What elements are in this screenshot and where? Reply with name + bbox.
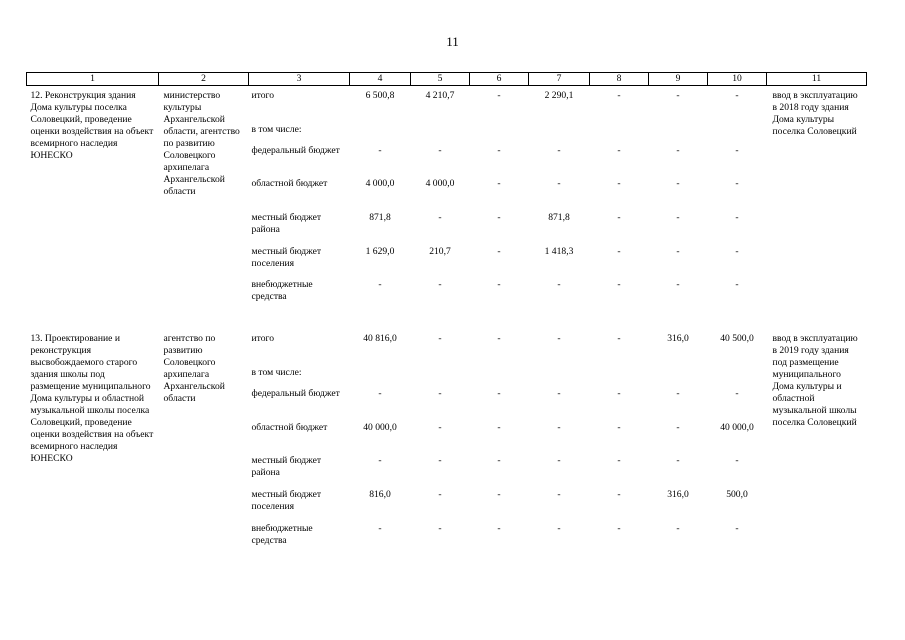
amount-value: - [557, 387, 561, 399]
amount-value: 871,8 [548, 212, 570, 224]
amount-block [649, 363, 708, 384]
amount-value: 316,0 [667, 333, 689, 345]
source-block [249, 141, 350, 175]
source-block [249, 384, 350, 418]
amount-value [529, 363, 590, 367]
amount-value [529, 120, 590, 124]
amount-column [590, 329, 649, 552]
amount-value: - [497, 144, 501, 156]
amount-block [708, 384, 767, 418]
amount-column [708, 329, 767, 552]
amount-block [529, 275, 590, 309]
header-cell: 7 [529, 73, 590, 86]
header-cell: 2 [159, 73, 249, 86]
amount-value: - [557, 279, 561, 291]
header-cell: 4 [350, 73, 411, 86]
amount-column [590, 86, 649, 310]
amount-value: 1 418,3 [544, 245, 574, 257]
amount-value: - [735, 90, 739, 101]
page-number: 11 [446, 34, 459, 49]
amount-value: - [676, 90, 680, 101]
amount-block [470, 451, 529, 485]
source-label: внебюджетные средства [251, 522, 313, 546]
amount-column [350, 86, 411, 310]
amount-block [649, 519, 708, 553]
amount-column [411, 86, 470, 310]
source-block [249, 451, 350, 485]
source-label: внебюджетные средства [251, 279, 313, 303]
amount-block [529, 242, 590, 276]
source-block [249, 519, 350, 553]
amount-value: - [438, 387, 442, 399]
source-block [249, 174, 350, 208]
table-row [27, 86, 867, 310]
amount-value: - [438, 279, 442, 291]
amount-value: 40 000,0 [720, 421, 754, 433]
header-cell: 11 [767, 73, 867, 86]
expected-result: ввод в эксплуатацию в 2019 году здания под размещение муниципального Дома культуры и областной музыкальной школы поселка Соловецкий [772, 333, 858, 429]
amount-value: - [735, 245, 739, 257]
amount-value: - [557, 144, 561, 156]
amount-value: - [617, 488, 621, 500]
amount-block [529, 384, 590, 418]
source-block [249, 329, 350, 363]
amount-block [649, 86, 708, 120]
amount-block [529, 208, 590, 242]
header-row [27, 73, 867, 86]
header-cell: 3 [249, 73, 350, 86]
amount-block [708, 174, 767, 208]
source-label: в том числе: [251, 123, 302, 135]
amount-value: - [735, 522, 739, 534]
amount-block [350, 242, 411, 276]
amount-value: - [676, 455, 680, 467]
amount-value: - [735, 455, 739, 467]
amount-value: - [676, 279, 680, 291]
executor: агентство по развитию Соловецкого архипелага Архангельской области [163, 333, 225, 405]
amount-block [470, 120, 529, 141]
amount-value: - [497, 279, 501, 291]
amount-value: 6 500,8 [365, 90, 395, 101]
amount-value [350, 363, 411, 367]
amount-block [411, 275, 470, 309]
amount-value [470, 363, 529, 367]
amount-value: - [735, 144, 739, 156]
amount-value: - [497, 522, 501, 534]
amount-block [350, 519, 411, 553]
amount-value [708, 120, 767, 124]
source-label: областной бюджет [251, 178, 328, 190]
amount-block [411, 329, 470, 363]
source-label: в том числе: [251, 366, 302, 378]
amount-value: - [557, 178, 561, 190]
expected-result: ввод в эксплуатацию в 2018 году здания Дома культуры поселка Соловецкий [772, 90, 858, 137]
amount-block [590, 86, 649, 120]
amount-block [411, 208, 470, 242]
amount-block [350, 384, 411, 418]
amount-value: - [438, 212, 442, 224]
amount-block [590, 485, 649, 519]
source-label: местный бюджет поселения [251, 488, 322, 512]
amount-value: - [497, 212, 501, 224]
amount-block [649, 485, 708, 519]
amount-value: 4 000,0 [365, 178, 395, 190]
amount-block [590, 242, 649, 276]
amount-value: - [378, 144, 382, 156]
amount-value: - [438, 421, 442, 433]
amount-value: - [378, 455, 382, 467]
amount-block [590, 451, 649, 485]
amount-value: 4 210,7 [425, 90, 455, 101]
amount-block [411, 519, 470, 553]
amount-value [590, 363, 649, 367]
amount-value: - [557, 333, 561, 345]
amount-value: - [497, 90, 501, 101]
amount-block [529, 485, 590, 519]
amount-block [708, 120, 767, 141]
source-label: местный бюджет района [251, 455, 322, 479]
amount-value: - [438, 455, 442, 467]
amount-value: - [617, 90, 621, 101]
source-label: федеральный бюджет [251, 144, 340, 156]
amount-column [470, 86, 529, 310]
amount-block [649, 208, 708, 242]
amount-value: 40 000,0 [363, 421, 397, 433]
amount-block [529, 120, 590, 141]
amount-block [708, 208, 767, 242]
amount-block [649, 384, 708, 418]
amount-block [708, 363, 767, 384]
amount-block [649, 141, 708, 175]
amount-value: 210,7 [429, 245, 451, 257]
amount-value: - [378, 387, 382, 399]
source-label: итого [251, 90, 274, 101]
amount-block [470, 329, 529, 363]
amount-value: - [617, 333, 621, 345]
executor: министерство культуры Архангельской области, агентство по развитию Соловецкого архипелага Архангельской области [163, 90, 240, 197]
amount-block [470, 485, 529, 519]
amount-block [411, 451, 470, 485]
amount-block [649, 451, 708, 485]
amount-value: - [438, 333, 442, 345]
amount-block [350, 485, 411, 519]
amount-block [590, 418, 649, 452]
table-row [27, 329, 867, 552]
amount-block [470, 384, 529, 418]
amount-block [529, 519, 590, 553]
amount-block [350, 451, 411, 485]
amount-block [350, 86, 411, 120]
amount-block [529, 141, 590, 175]
amount-block [708, 451, 767, 485]
amount-block [411, 384, 470, 418]
amount-block [350, 141, 411, 175]
amount-value [708, 363, 767, 367]
amount-value: - [735, 212, 739, 224]
amount-value: - [735, 387, 739, 399]
header-cell: 8 [590, 73, 649, 86]
amount-value: - [557, 455, 561, 467]
budget-table [26, 72, 867, 552]
source-block [249, 485, 350, 519]
amount-value: - [617, 421, 621, 433]
amount-value [350, 120, 411, 124]
amount-value: 4 000,0 [425, 178, 455, 190]
amount-value: - [497, 488, 501, 500]
amount-value: - [378, 279, 382, 291]
source-label: областной бюджет [251, 421, 328, 433]
amount-value: - [617, 144, 621, 156]
amount-value: - [438, 522, 442, 534]
amount-block [350, 363, 411, 384]
amount-block [411, 86, 470, 120]
amount-block [590, 363, 649, 384]
amount-value: - [497, 245, 501, 257]
amount-value: - [617, 522, 621, 534]
source-block [249, 120, 350, 141]
amount-value: - [438, 144, 442, 156]
amount-block [470, 363, 529, 384]
amount-value: - [676, 144, 680, 156]
amount-value: - [378, 522, 382, 534]
amount-block [350, 174, 411, 208]
funding-sources [249, 86, 350, 310]
source-label: итого [251, 333, 274, 345]
amount-column [708, 86, 767, 310]
header-cell: 5 [411, 73, 470, 86]
spacer-cell [27, 309, 867, 329]
amount-value: - [676, 387, 680, 399]
amount-block [708, 418, 767, 452]
amount-block [411, 141, 470, 175]
amount-block [590, 208, 649, 242]
amount-block [708, 485, 767, 519]
amount-block [529, 418, 590, 452]
amount-block [470, 208, 529, 242]
amount-block [590, 519, 649, 553]
amount-value: - [676, 522, 680, 534]
amount-block [411, 418, 470, 452]
amount-block [411, 174, 470, 208]
amount-block [350, 329, 411, 363]
amount-value: - [557, 421, 561, 433]
amount-block [350, 120, 411, 141]
amount-value: 2 290,1 [544, 90, 574, 101]
amount-value: - [497, 178, 501, 190]
amount-value: 816,0 [369, 488, 391, 500]
amount-value: - [735, 178, 739, 190]
amount-block [350, 275, 411, 309]
amount-value: - [557, 522, 561, 534]
amount-block [649, 242, 708, 276]
amount-column [649, 329, 708, 552]
amount-block [708, 275, 767, 309]
header-cell: 1 [27, 73, 159, 86]
amount-block [411, 242, 470, 276]
amount-column [529, 329, 590, 552]
amount-block [590, 384, 649, 418]
amount-value [590, 120, 649, 124]
amount-block [590, 120, 649, 141]
amount-block [529, 329, 590, 363]
header-cell: 10 [708, 73, 767, 86]
amount-block [529, 363, 590, 384]
source-block [249, 242, 350, 276]
amount-block [590, 141, 649, 175]
measure-name: 12. Реконструкция здания Дома культуры поселка Соловецкий, проведение оценки воздействия на объект всемирного наследия ЮНЕСКО [30, 90, 154, 161]
amount-value: 316,0 [667, 488, 689, 500]
amount-value: - [617, 212, 621, 224]
amount-column [470, 329, 529, 552]
amount-block [470, 86, 529, 120]
amount-value: - [676, 245, 680, 257]
amount-block [708, 86, 767, 120]
source-block [249, 418, 350, 452]
source-block [249, 275, 350, 309]
amount-value: - [557, 488, 561, 500]
amount-block [708, 329, 767, 363]
amount-block [708, 519, 767, 553]
amount-value: - [676, 178, 680, 190]
amount-block [649, 418, 708, 452]
amount-column [649, 86, 708, 310]
source-block [249, 208, 350, 242]
amount-value: - [735, 279, 739, 291]
amount-block [470, 174, 529, 208]
amount-value: 871,8 [369, 212, 391, 224]
amount-block [649, 275, 708, 309]
amount-value: - [676, 212, 680, 224]
amount-block [590, 275, 649, 309]
amount-block [350, 418, 411, 452]
source-label: местный бюджет района [251, 212, 322, 236]
amount-value: - [676, 421, 680, 433]
header-cell: 6 [470, 73, 529, 86]
amount-block [708, 242, 767, 276]
amount-value: 500,0 [726, 488, 748, 500]
amount-value: - [497, 333, 501, 345]
source-block [249, 86, 350, 120]
amount-block [590, 174, 649, 208]
source-label: местный бюджет поселения [251, 245, 322, 269]
amount-block [411, 120, 470, 141]
amount-block [470, 242, 529, 276]
amount-value: - [497, 387, 501, 399]
amount-block [470, 275, 529, 309]
amount-value: - [497, 421, 501, 433]
amount-block [470, 519, 529, 553]
amount-value: - [617, 387, 621, 399]
amount-value: 1 629,0 [365, 245, 395, 257]
amount-column [529, 86, 590, 310]
amount-value [411, 363, 470, 367]
source-block [249, 363, 350, 384]
amount-block [350, 208, 411, 242]
amount-value: - [617, 245, 621, 257]
amount-block [411, 363, 470, 384]
amount-block [411, 485, 470, 519]
amount-value: 40 500,0 [720, 333, 754, 345]
amount-block [708, 141, 767, 175]
amount-block [649, 329, 708, 363]
amount-block [470, 141, 529, 175]
measure-name: 13. Проектирование и реконструкция высвобождаемого старого здания школы под размещение муниципального Дома культуры и областной музыкальной школы поселка Соловецкий, проведение оценки воздействия на объект всемирного наследия ЮНЕСКО [30, 333, 154, 465]
header-cell: 9 [649, 73, 708, 86]
amount-block [529, 86, 590, 120]
source-label: федеральный бюджет [251, 387, 340, 399]
amount-column [411, 329, 470, 552]
amount-value [649, 120, 708, 124]
amount-value [470, 120, 529, 124]
funding-sources [249, 329, 350, 552]
amount-value: - [617, 279, 621, 291]
amount-value: - [438, 488, 442, 500]
amount-column [350, 329, 411, 552]
amount-block [529, 451, 590, 485]
amount-block [590, 329, 649, 363]
amount-value: - [617, 455, 621, 467]
amount-value: - [497, 455, 501, 467]
spacer-row [27, 309, 867, 329]
amount-value: 40 816,0 [363, 333, 397, 345]
amount-block [649, 120, 708, 141]
amount-block [529, 174, 590, 208]
amount-value: - [617, 178, 621, 190]
amount-block [649, 174, 708, 208]
amount-value [649, 363, 708, 367]
amount-block [470, 418, 529, 452]
amount-value [411, 120, 470, 124]
